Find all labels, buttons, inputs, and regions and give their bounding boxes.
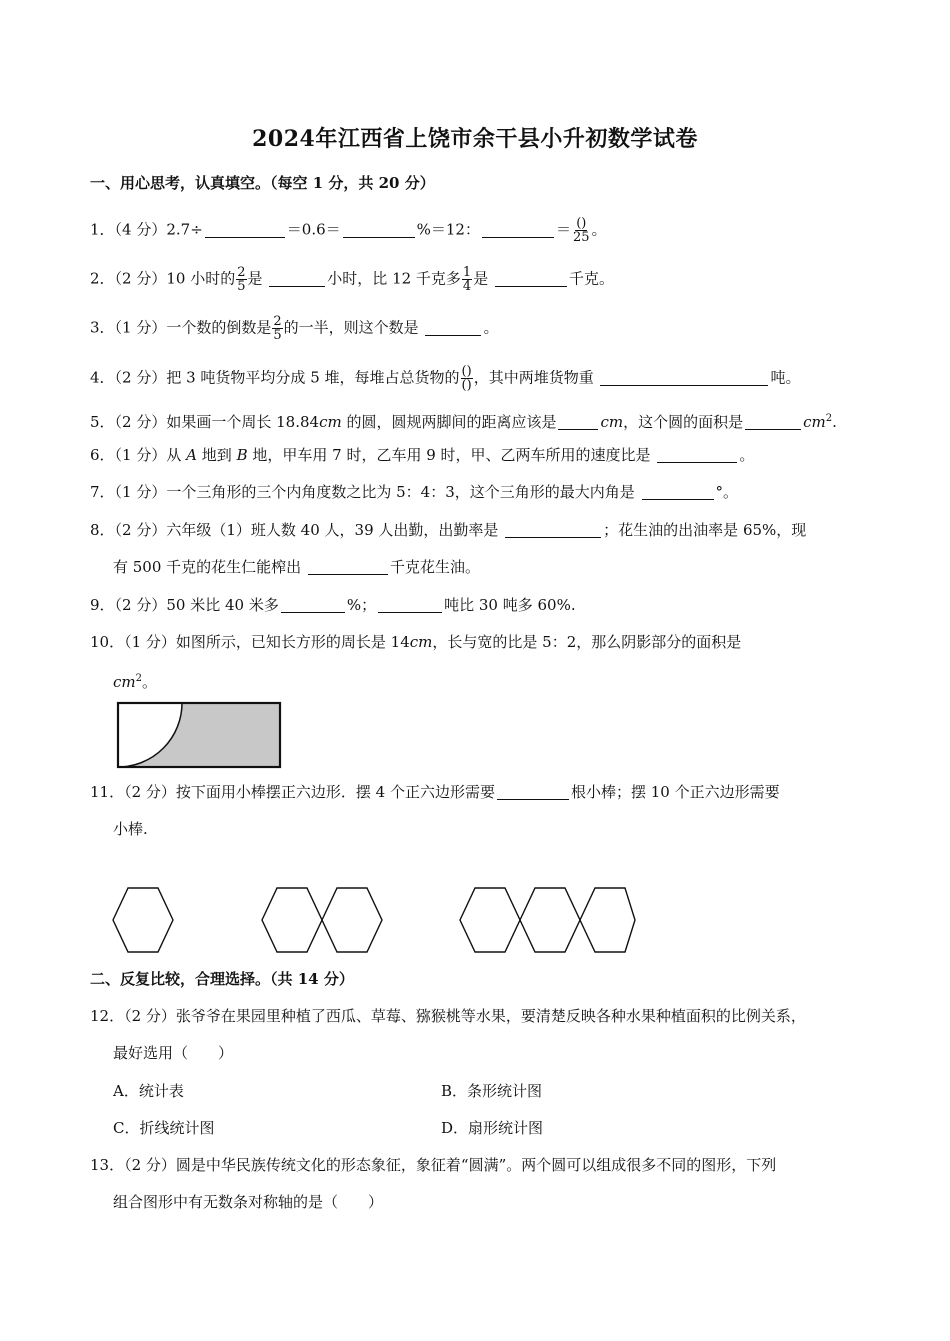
fraction: $\frac{()}{()}$ <box>461 364 472 393</box>
question-6: 6．（1 分）从 A 地到 B 地，甲车用 7 时，乙车用 9 时，甲、乙两车所用的速度比是 。 <box>90 446 755 464</box>
answer-blank[interactable] <box>642 483 714 500</box>
option-b[interactable]: B．条形统计图 <box>441 1082 543 1100</box>
question-12-cont: 最好选用（ ） <box>113 1044 234 1062</box>
question-7: 7．（1 分）一个三角形的三个内角度数之比为 5：4：3，这个三角形的最大内角是 °。 <box>90 483 739 501</box>
answer-blank[interactable] <box>425 319 481 336</box>
answer-blank[interactable] <box>482 221 554 238</box>
hexagon-sticks-figure <box>110 885 640 955</box>
rectangle-shaded-figure <box>115 700 283 770</box>
hexagon-1 <box>113 888 173 952</box>
answer-blank[interactable] <box>497 783 569 800</box>
section-1-heading: 一、用心思考，认真填空。（每空 1 分，共 20 分） <box>90 174 435 192</box>
answer-blank[interactable] <box>558 413 598 430</box>
answer-blank[interactable] <box>281 596 345 613</box>
answer-blank[interactable] <box>343 221 415 238</box>
answer-blank[interactable] <box>495 270 567 287</box>
question-13: 13．（2 分）圆是中华民族传统文化的形态象征，象征着“圆满”。两个圆可以组成很多不同的图形，下列 <box>90 1156 777 1174</box>
answer-blank[interactable] <box>378 596 442 613</box>
hexagon-2a <box>262 888 322 952</box>
question-11-cont: 小棒. <box>113 820 148 838</box>
fraction: $\frac{2}{5}$ <box>273 314 282 343</box>
question-9: 9．（2 分）50 米比 40 米多 %； 吨比 30 吨多 60%. <box>90 596 576 614</box>
section-2-heading: 二、反复比较，合理选择。（共 14 分） <box>90 970 354 988</box>
question-8-cont: 有 500 千克的花生仁能榨出 千克花生油。 <box>113 558 480 576</box>
question-10: 10．（1 分）如图所示，已知长方形的周长是 14cm，长与宽的比是 5：2，那么阴影部分的面积是 <box>90 633 742 651</box>
question-8: 8．（2 分）六年级（1）班人数 40 人，39 人出勤，出勤率是 ；花生油的出油率是 65%，现 <box>90 521 807 539</box>
answer-blank[interactable] <box>600 369 768 386</box>
question-13-cont: 组合图形中有无数条对称轴的是（ ） <box>113 1193 384 1211</box>
fraction: $\frac{2}{5}$ <box>237 265 246 294</box>
shaded-region <box>118 703 280 767</box>
hexagon-3a <box>460 888 520 952</box>
answer-blank[interactable] <box>308 558 388 575</box>
answer-blank[interactable] <box>205 221 285 238</box>
option-a[interactable]: A．统计表 <box>113 1082 184 1100</box>
fraction: $\frac{1}{4}$ <box>462 265 472 294</box>
hexagon-3c <box>580 888 635 952</box>
question-12: 12．（2 分）张爷爷在果园里种植了西瓜、草莓、猕猴桃等水果，要清楚反映各种水果种植面积的比例关系， <box>90 1007 806 1025</box>
answer-blank[interactable] <box>505 521 601 538</box>
option-c[interactable]: C．折线统计图 <box>113 1119 215 1137</box>
question-4: 4．（2 分）把 3 吨货物平均分成 5 堆，每堆占总货物的 $\frac{()}{()}$ ，其中两堆货物重 吨。 <box>90 364 801 393</box>
question-10-cont: $cm^2$。 <box>113 673 158 691</box>
question-11: 11．（2 分）按下面用小棒摆正六边形．摆 4 个正六边形需要 根小棒；摆 10 个正六边形需要 <box>90 783 780 801</box>
page-title: 2024年江西省上饶市余干县小升初数学试卷 <box>252 126 698 152</box>
hexagon-3b <box>520 888 580 952</box>
answer-blank[interactable] <box>269 270 325 287</box>
question-2: 2．（2 分）10 小时的 $\frac{2}{5}$ 是 小时，比 12 千克多 $\frac{1}{4}$ 是 千克。 <box>90 265 615 294</box>
fraction: $\frac{()}{25}$ <box>573 216 590 245</box>
option-d[interactable]: D．扇形统计图 <box>441 1119 544 1137</box>
question-1: 1．（4 分）2.7÷ ＝0.6＝ %＝12： ＝ $\frac{()}{25}$ 。 <box>90 216 607 245</box>
hexagon-2b <box>322 888 382 952</box>
question-3: 3．（1 分）一个数的倒数是 $\frac{2}{5}$ 的一半，则这个数是 。 <box>90 314 499 343</box>
answer-blank[interactable] <box>745 413 801 430</box>
question-5: 5．（2 分）如果画一个周长 18.84cm 的圆，圆规两脚间的距离应该是 cm，这个圆的面积是 $cm^2$. <box>90 413 837 431</box>
answer-blank[interactable] <box>657 446 737 463</box>
